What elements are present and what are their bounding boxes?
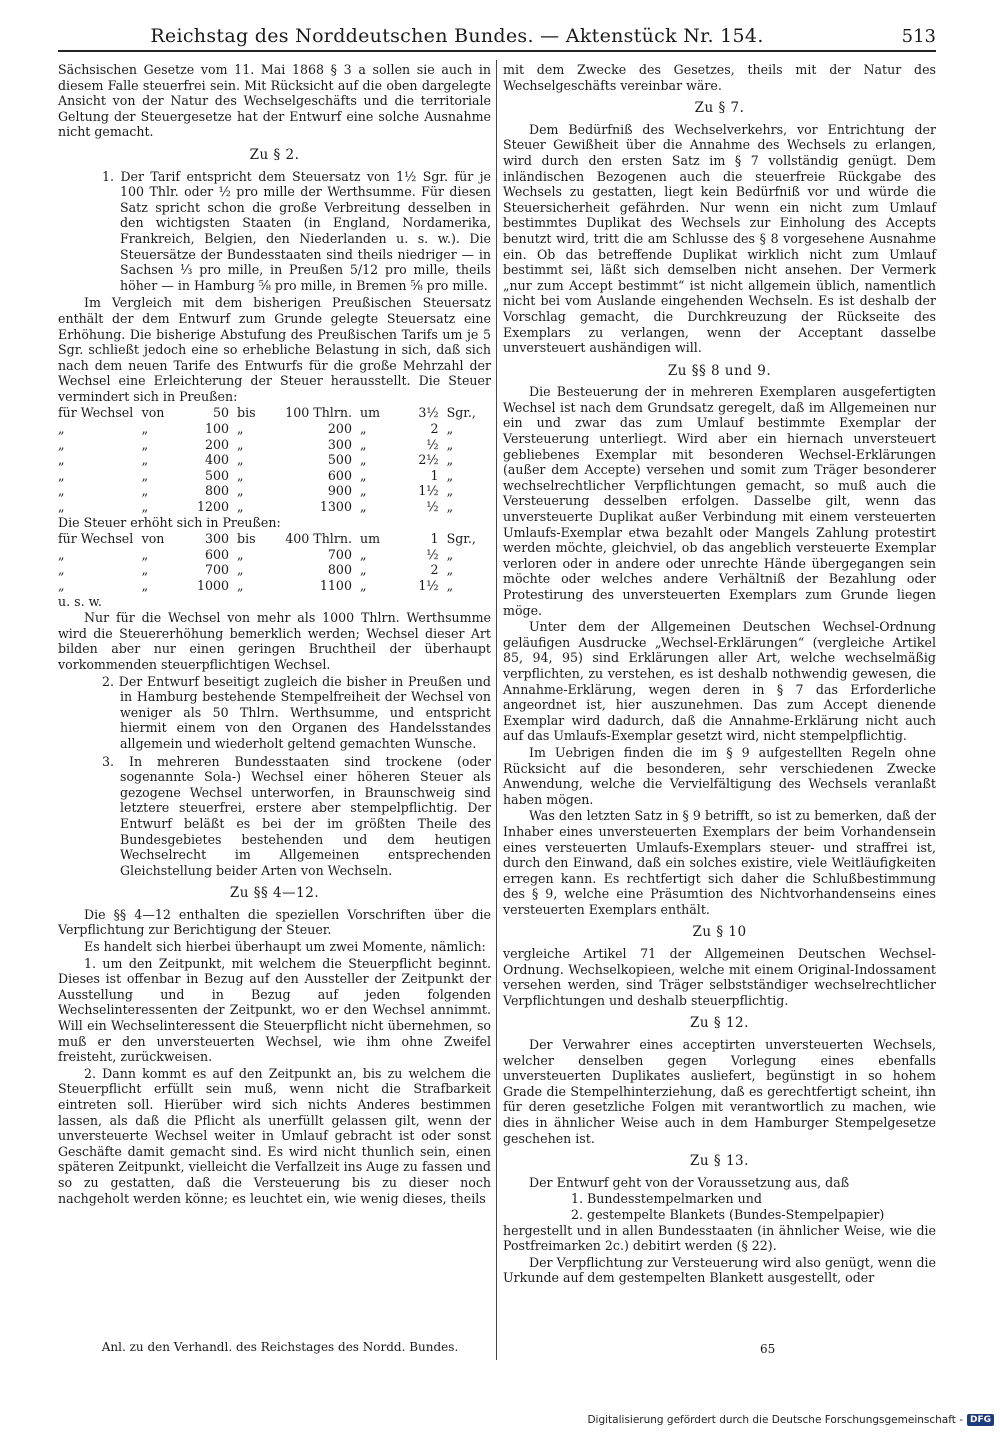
right-column <box>503 62 936 1362</box>
table-cell: 800 <box>327 562 352 578</box>
table-cell: 400 <box>205 452 230 468</box>
paragraph: Nur für die Wechsel von mehr als 1000 Thlrn. Werthsumme wird die Steuererhöhung bemerklich werden; Wechsel dieser Art bilden aber nur einen geringen Bruchtheil der überhaupt vorkommenden steuerpflichtigen Wechsel. <box>58 610 491 672</box>
table-cell: „ <box>446 499 454 515</box>
table-cell: für Wechsel <box>58 531 134 547</box>
table-cell: 1 <box>430 531 439 547</box>
table-cell: 3½ <box>418 405 439 421</box>
table-cell: bis <box>237 405 256 421</box>
item-text: Der Tarif entspricht dem Steuersatz von 1½ Sgr. für je 100 Thlr. oder ½ pro mille der Werthsumme. Für diesen Satz spricht schon die große Verbreitung desselben in den wichtigsten Staaten (in England, Nordamerika, Frankreich, Belgien, den Niederlanden u. s. w.). Die Steuersätze der Bundesstaaten sind theils niedriger — in Sachsen ⅓ pro mille, in Preußen 5/12 pro mille, theils höher — in Hamburg ⅝ pro mille, in Bremen ⅝ pro mille. <box>120 168 491 293</box>
table-cell: 500 <box>327 452 352 468</box>
table-cell: 800 <box>205 483 230 499</box>
table-cell: „ <box>141 562 149 578</box>
table-row <box>58 547 491 563</box>
table-cell: ½ <box>426 546 439 562</box>
section-heading: Zu §§ 4—12. <box>229 885 320 902</box>
table-cell: „ <box>359 578 367 593</box>
table-row <box>58 562 491 578</box>
table-cell: 200 <box>205 436 230 452</box>
table-row <box>58 437 491 453</box>
page-header <box>58 22 936 52</box>
usw-note: u. s. w. <box>58 593 102 609</box>
table-cell: „ <box>58 467 65 483</box>
table-cell: „ <box>446 578 454 593</box>
table-cell: „ <box>58 562 65 578</box>
table-cell: 1 <box>430 467 439 483</box>
table-cell: 2 <box>430 562 439 578</box>
paragraph: Sächsischen Gesetze vom 11. Mai 1868 § 3 a sollen sie auch in diesem Falle steuerfrei sein. Mit Rücksicht auf die oben dargelegte Ansicht von der Natur des Wechselgeschäfts und die territoriale Geltung der Steuergesetze hat der Entwurf eine solche Ausnahme nicht gemacht. <box>58 62 491 140</box>
table-cell: Sgr., <box>446 531 476 547</box>
table-cell: „ <box>237 421 244 437</box>
enumeration-item: 2. gestempelte Blankets (Bundes-Stempelpapier) <box>571 1206 885 1222</box>
numbered-paragraph <box>58 754 491 879</box>
table-cell: ½ <box>426 436 439 452</box>
section-heading: Zu § 13. <box>690 1153 749 1170</box>
table-cell: 300 <box>327 436 352 452</box>
table-cell: 2½ <box>418 452 439 468</box>
table-cell: 900 <box>327 483 352 499</box>
paragraph: Was den letzten Satz in § 9 betrifft, so ist zu bemerken, daß der Inhaber eines unversteuerten Exemplars der beim Vorhandensein eines versteuerten Umlaufs-Exemplars steuer- und straffrei ist, durch den Einwand, daß ein solches existire, viele Weitläufigkeiten erregen kann. Es rechtfertigt sich daher die Schlußbestimmung des § 9, welche eine Präsumtion des Nichtvorhandenseins eines versteuerten Exemplars enthält. <box>503 808 936 917</box>
table-cell: um <box>359 531 381 547</box>
table-cell: „ <box>446 467 454 483</box>
table-cell: „ <box>446 452 454 468</box>
table-cell: 100 Thlrn. <box>285 405 352 421</box>
paragraph: mit dem Zwecke des Gesetzes, theils mit der Natur des Wechselgeschäfts vereinbar wäre. <box>503 62 936 93</box>
table-row <box>58 578 491 594</box>
table-cell: 1300 <box>319 499 352 515</box>
table-cell: 1000 <box>196 578 230 593</box>
table-cell: 600 <box>205 546 230 562</box>
table-cell: 600 <box>327 467 352 483</box>
table-cell: „ <box>237 562 244 578</box>
column-divider <box>496 60 497 1360</box>
table-cell: 700 <box>205 562 230 578</box>
numbered-paragraph <box>58 674 491 752</box>
table-cell: „ <box>446 546 454 562</box>
table-cell: für Wechsel <box>58 405 134 421</box>
paragraph: hergestellt und in allen Bundesstaaten (in ähnlicher Weise, wie die Postfreimarken 2c.) debitirt werden (§ 22). <box>503 1222 936 1254</box>
table-cell: „ <box>237 452 244 468</box>
section-heading: Zu §§ 8 und 9. <box>667 362 772 379</box>
item-number: 3. <box>102 753 115 769</box>
table-cell: „ <box>58 578 65 593</box>
table-cell: „ <box>359 483 367 499</box>
table-cell: „ <box>58 436 65 452</box>
table-cell: „ <box>141 499 149 515</box>
paragraph: Dem Bedürfniß des Wechselverkehrs, vor Entrichtung der Steuer Gewißheit über die Annahme des Wechsels zu erlangen, wird durch den ersten Satz im § 7 vollständig genügt. Dem inländischen Bezogenen auch die steuerfreie Rückgabe des Wechsels zu gestatten, liegt kein Bedürfniß vor und würde die Steuersicherheit gefährden. Nur wenn ein nicht zum Umlauf bestimmtes Duplikat des Wechsels zur Einholung des Accepts benutzt wird, tritt die am Schlusse des § 8 vorgesehene Ausnahme ein. Ob das betreffende Duplikat wirklich nicht zum Umlauf bestimmt sei, läßt sich demselben nicht ansehen. Der Vermerk „nur zum Accept bestimmt“ ist nicht allgemein üblich, namentlich nicht bei vom Auslande eingehenden Wechseln. Es ist deshalb der Vorschlag gemacht, die Durchkreuzung der Rückseite des Exemplars zu verlangen, wenn der Acceptant dasselbe unversteuert aushändigen will. <box>503 121 936 356</box>
item-text: In mehreren Bundesstaaten sind trockene (oder sogenannte Sola-) Wechsel einer höheren Steuer als gezogene Wechsel unterworfen, in Braunschweig sind letztere steuerfrei, erstere aber stempelpflichtig. Der Entwurf beläßt es bei der im größten Theile des Bundesgebietes bestehenden und dem heutigen Wechselrecht im Allgemeinen entsprechenden Gleichstellung beider Arten von Wechseln. <box>120 753 492 878</box>
section-heading: Zu § 7. <box>694 100 745 117</box>
paragraph: vergleiche Artikel 71 der Allgemeinen Deutschen Wechsel-Ordnung. Wechselkopieen, welche mit einem Original-Indossament versehen werden, sind Träger selbstständiger wechselrechtlicher Verpflichtungen und deshalb steuerpflichtig. <box>503 946 936 1008</box>
table-cell: „ <box>141 421 149 437</box>
item-number: 1. <box>102 168 115 184</box>
paragraph: Der Entwurf geht von der Voraussetzung aus, daß <box>529 1174 850 1190</box>
enumeration-item: 1. Bundesstempelmarken und <box>571 1191 762 1207</box>
table-cell: von <box>141 405 165 421</box>
table-cell: 100 <box>205 421 230 437</box>
table-cell: „ <box>141 483 149 499</box>
table-cell: „ <box>237 499 244 515</box>
table-cell: „ <box>141 546 149 562</box>
table-cell: „ <box>359 421 367 437</box>
table-row <box>58 405 491 421</box>
paragraph: 2. Dann kommt es auf den Zeitpunkt an, bis zu welchem die Steuerpflicht erfüllt sein muß, wenn nicht die Strafbarkeit eintreten soll. Hierüber wird sich nichts Anderes bestimmen lassen, als daß die Pflicht als unerfüllt gelassen gilt, wenn der unversteuerte Wechsel weiter in Umlauf gebracht ist oder sonst Geschäfte damit gemacht sind. Es wird nicht thunlich sein, einen späteren Zeitpunkt, vielleicht die Verfallzeit ins Auge zu fassen und so zu gestatten, daß die Versteuerung bis zu dieser noch nachgeholt werden könne; es leuchtet ein, wie wenig dieses, theils <box>58 1065 491 1206</box>
paragraph: Die Steuer erhöht sich in Preußen: <box>58 514 281 530</box>
paragraph: Unter dem der Allgemeinen Deutschen Wechsel-Ordnung geläufigen Ausdrucke „Wechsel-Erklärungen“ (vergleiche Artikel 85, 94, 95) sind Erklärungen aller Art, welche wechselmäßig verpflichten, zu verstehen, es ist deshalb nothwendig gewesen, die Annahme-Erklärung, wegen deren in § 7 das Erforderliche angeordnet ist, hier auszunehmen. Das zum Accept dienende Exemplar wird dadurch, daß die Annahme-Erklärung nicht auch auf das Umlaufs-Exemplar gesetzt wird, nicht stempelpflichtig. <box>503 619 936 744</box>
paragraph: Die Besteuerung der in mehreren Exemplaren ausgefertigten Wechsel ist nach dem Grundsatz geregelt, daß im Allgemeinen nur ein und zwar das zum Umlauf bestimmte Exemplar der Versteuerung unterliegt. Wird aber ein hiernach unversteuert gebliebenes Exemplar mit besonderen Wechsel-Erklärungen (außer dem Accepte) versehen und somit zum Träger besonderer wechselrechtlicher Verpflichtungen gemacht, so muß auch die Versteuerung desselben erfolgen. Dasselbe gilt, wenn das unversteuerte Duplikat außer Verbindung mit einem versteuerten Umlaufs-Exemplar etwa bezahlt oder Mangels Zahlung protestirt werden möchte, gleichviel, ob das angeblich versteuerte Exemplar verloren oder in andere oder unrechte Hände übergegangen sein möchte oder welches andere Verhältniß der Bezahlung oder Protestirung des unversteuerten Exemplars zum Grunde liegen möge. <box>503 384 936 618</box>
table-cell: „ <box>141 467 149 483</box>
table-cell: 1½ <box>418 578 439 593</box>
footer-note: Anl. zu den Verhandl. des Reichstages des Nordd. Bundes. <box>101 1340 459 1354</box>
table-cell: bis <box>237 531 256 547</box>
item-text: Der Entwurf beseitigt zugleich die bisher in Preußen und in Hamburg bestehende Stempelfreiheit der Wechsel von weniger als 50 Thlrn. Werthsumme, und entspricht hiermit einem von den Organen des Handelsstandes allgemein und wiederholt geltend gemachten Wunsche. <box>118 673 491 751</box>
table-cell: „ <box>141 578 149 593</box>
table-cell: „ <box>58 483 65 499</box>
paragraph: Die §§ 4—12 enthalten die speziellen Vorschriften über die Verpflichtung zur Berichtigung der Steuer. <box>58 906 491 938</box>
item-number: 2. <box>102 673 115 689</box>
table-cell: „ <box>58 452 65 468</box>
running-title: Reichstag des Norddeutschen Bundes. — Aktenstück Nr. 154. <box>150 25 764 47</box>
table-cell: „ <box>237 436 244 452</box>
paragraph: Der Verpflichtung zur Versteuerung wird also genügt, wenn die Urkunde auf dem gestempelten Blankett ausgestellt, oder <box>503 1254 936 1286</box>
paragraph: 1. um den Zeitpunkt, mit welchem die Steuerpflicht beginnt. Dieses ist offenbar in Bezug auf den Aussteller der Zeitpunkt der Ausstellung und in Bezug auf jeden folgenden Wechselinteressenten der Zeitpunkt, wo er den Wechsel annimmt. Will ein Wechselinteressent die Steuerpflicht nicht übernehmen, so muß er den unversteuerten Wechsel, wie ihm ohne Zweifel freisteht, zurückweisen. <box>58 955 491 1065</box>
paragraph: Im Vergleich mit dem bisherigen Preußischen Steuersatz enthält der dem Entwurf zum Grunde gelegte Steuersatz eine Erhöhung. Die bisherige Abstufung des Preußischen Tarifs um je 5 Sgr. schließt jedoch eine so erhebliche Belastung in sich, daß sich nach dem neuen Tarife des Entwurfs für die große Mehrzahl der Wechsel eine Erleichterung der Steuer herausstellt. Die Steuer vermindert sich in Preußen: <box>58 295 491 404</box>
table-row <box>58 421 491 437</box>
paragraph: Im Uebrigen finden die im § 9 aufgestellten Regeln ohne Rücksicht auf die besonderen, sehr verschiedenen Zwecke Anwendung, welche die Vervielfältigung des Wechsels veranlaßt haben mögen. <box>503 744 936 807</box>
table-cell: 500 <box>205 467 230 483</box>
table-cell: von <box>141 531 165 547</box>
tax-increase-table <box>58 531 491 593</box>
table-cell: „ <box>141 452 149 468</box>
table-cell: 1200 <box>196 499 230 515</box>
paragraph: Es handelt sich hierbei überhaupt um zwei Momente, nämlich: <box>84 939 486 955</box>
table-row <box>58 531 491 547</box>
table-cell: „ <box>58 499 65 515</box>
table-cell: „ <box>58 421 65 437</box>
table-row <box>58 468 491 484</box>
table-row <box>58 499 491 515</box>
tax-decrease-table <box>58 405 491 514</box>
table-cell: „ <box>446 562 454 578</box>
table-cell: „ <box>237 467 244 483</box>
table-row <box>58 452 491 468</box>
table-cell: Sgr., <box>446 405 476 421</box>
table-cell: 400 Thlrn. <box>285 531 352 547</box>
table-cell: 1½ <box>418 483 439 499</box>
table-cell: um <box>359 405 381 421</box>
table-cell: 300 <box>205 531 230 547</box>
table-cell: „ <box>359 499 367 515</box>
dfg-credit <box>587 1414 994 1426</box>
table-cell: „ <box>237 483 244 499</box>
table-cell: 700 <box>327 546 352 562</box>
table-cell: „ <box>237 578 244 593</box>
table-cell: ½ <box>426 499 439 515</box>
paragraph: Der Verwahrer eines acceptirten unversteuerten Wechsels, welcher denselben gegen Vorlegung eines ebenfalls unversteuerten Duplikates ausliefert, begünstigt in so hohem Grade die Stempelhinterziehung, daß es gerechtfertigt scheint, ihn für deren gesetzliche Folgen mit verantwortlich zu machen, wie dies in ähnlicher Weise auch in dem Hamburger Stempelgesetze geschehen ist. <box>503 1037 936 1146</box>
table-cell: „ <box>359 562 367 578</box>
table-cell: „ <box>446 421 454 437</box>
table-cell: „ <box>359 436 367 452</box>
section-heading: Zu § 12. <box>690 1015 749 1032</box>
table-cell: „ <box>359 452 367 468</box>
table-cell: „ <box>446 436 454 452</box>
table-cell: 200 <box>327 421 352 437</box>
dfg-credit-text: Digitalisierung gefördert durch die Deutsche Forschungsgemeinschaft - <box>587 1414 963 1426</box>
section-heading: Zu § 10 <box>692 924 747 941</box>
table-cell: „ <box>237 546 244 562</box>
sheet-number: 65 <box>760 1342 776 1356</box>
table-cell: 50 <box>213 405 230 421</box>
page-number: 513 <box>901 26 936 47</box>
numbered-paragraph <box>58 169 491 294</box>
table-row <box>58 483 491 499</box>
table-cell: 1100 <box>319 578 352 593</box>
table-cell: „ <box>58 546 65 562</box>
section-heading: Zu § 2. <box>249 146 300 163</box>
table-cell: „ <box>359 546 367 562</box>
table-cell: „ <box>359 467 367 483</box>
table-cell: „ <box>446 483 454 499</box>
table-cell: „ <box>141 436 149 452</box>
table-cell: 2 <box>430 421 439 437</box>
left-column <box>58 62 491 1362</box>
dfg-logo-icon: DFG <box>967 1414 994 1426</box>
